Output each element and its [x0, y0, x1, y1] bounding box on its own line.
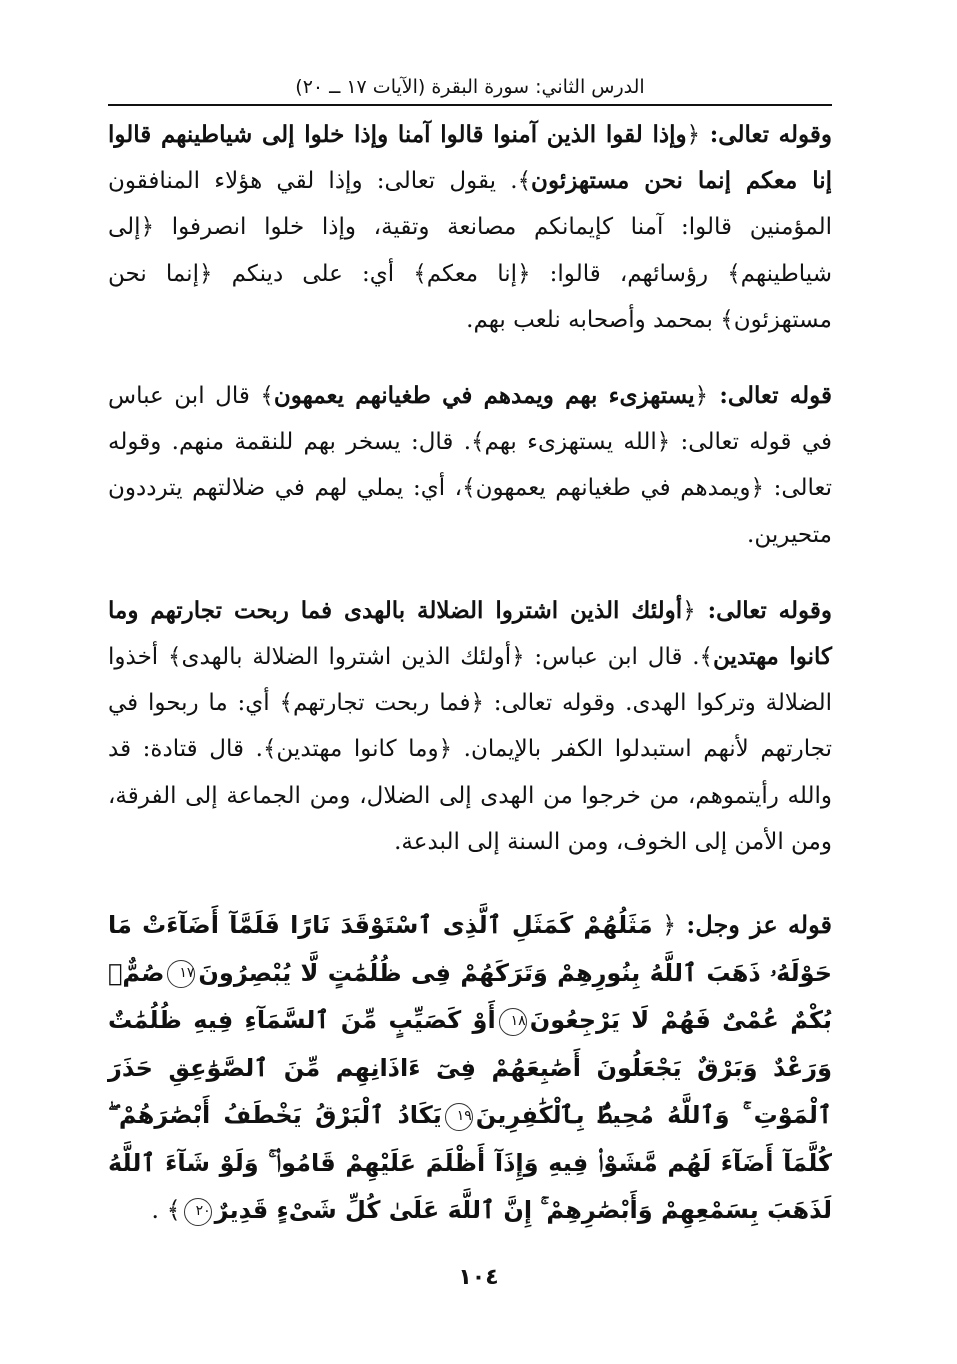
- paragraph-verses-17-20: [108, 901, 832, 1235]
- verse-quote: ويمدهم في طغيانهم يعمهون: [475, 475, 751, 502]
- ornate-bracket-close: ﴾: [167, 644, 182, 671]
- ornate-bracket-open: ﴿: [686, 122, 701, 148]
- quran-verse-18: صُمٌّۢ بُكْمٌ عُمْىٌ فَهُمْ لَا يَرْجِعُونَ: [108, 958, 832, 1035]
- ornate-bracket-open: ﴿: [656, 429, 671, 456]
- commentary-text: . قال: يسخر بهم للنقمة منهم. وقوله تعالى:: [108, 429, 832, 502]
- commentary-text: . قال ابن عباس:: [524, 644, 700, 671]
- commentary-text: قال ابن عباس في قوله تعالى:: [108, 383, 832, 456]
- verse-quote: أولئك الذين اشتروا الضلالة بالهدى: [181, 644, 512, 671]
- ornate-bracket-close: ﴾: [720, 306, 734, 333]
- commentary-text: أي: ما ربحوا في تجارتهم لأنهم استبدلوا الكفر بالإيمان.: [108, 690, 832, 763]
- verse-quote-main: وإذا لقوا الذين آمنوا قالوا آمنا وإذا خلوا إلى شياطينهم قالوا إنا معكم إنما نحن مستهزئون: [108, 121, 832, 195]
- ornate-bracket-close: ﴾: [166, 1196, 181, 1225]
- commentary-text: . يقول تعالى: وإذا لقي هؤلاء المنافقون المؤمنين قالوا: آمنا كإيمانكم مصانعة وتقية، وإذا خلوا انصرفوا: [108, 168, 832, 241]
- ornate-bracket-open: ﴿: [470, 690, 484, 717]
- ornate-bracket-open: ﴿: [517, 260, 531, 287]
- ornate-bracket-close: ﴾: [279, 690, 293, 717]
- ornate-bracket-open: ﴿: [198, 260, 213, 287]
- ornate-bracket-open: ﴿: [682, 597, 696, 624]
- verse-quote-main: أولئك الذين اشتروا الضلالة بالهدى فما ربحت تجارتهم وما كانوا مهتدين: [108, 596, 832, 671]
- verse-quote: إنما نحن مستهزئون: [108, 260, 832, 333]
- ayah-number-18: ١٨: [499, 1008, 527, 1036]
- paragraph-verse-14: [108, 112, 832, 343]
- ornate-bracket-open: ﴿: [694, 383, 709, 410]
- verse-quote: إنا معكم: [426, 260, 518, 287]
- verse-quote: فما ربحت تجارتهم: [292, 690, 471, 717]
- ornate-bracket-open: ﴿: [511, 644, 525, 671]
- commentary-text: رؤسائهم، قالوا:: [530, 260, 728, 287]
- ornate-bracket-open: ﴿: [140, 214, 155, 241]
- closing-period: .: [151, 1196, 167, 1225]
- ornate-bracket-open: ﴿: [438, 736, 453, 763]
- running-header: الدرس الثاني: سورة البقرة (الآيات ١٧ ــ ٢٠): [295, 76, 645, 98]
- verse-quote: إلى شياطينهم: [108, 214, 832, 287]
- ornate-bracket-close: ﴾: [462, 475, 476, 502]
- ornate-bracket-close: ﴾: [262, 736, 277, 763]
- ayah-number-20: ٢٠: [184, 1198, 212, 1226]
- page-body: [108, 70, 832, 1235]
- verse-quote-main: يستهزىء بهم ويمدهم في طغيانهم يعمهون: [273, 382, 695, 410]
- commentary-text: أي: على دينكم: [212, 260, 414, 287]
- quran-verse-19: أَوْ كَصَيِّبٍ مِّنَ ٱلسَّمَآءِ فِيهِ ظُلُمَٰتٌ وَرَعْدٌ وَبَرْقٌ يَجْعَلُونَ أَصَٰبِعَهُمْ فِىٓ ءَاذَانِهِم مِّنَ ٱلصَّوَٰعِقِ حَذَرَ ٱلْمَوْتِ ۚ وَٱللَّهُ مُحِيطٌۢ بِٱلْكَٰفِرِينَ: [108, 1006, 832, 1130]
- verse-quote: وما كانوا مهتدين: [276, 736, 439, 763]
- commentary-text: أخذوا الضلالة وتركوا الهدى. وقوله تعالى:: [108, 644, 832, 717]
- quran-verse-20: يَكَادُ ٱلْبَرْقُ يَخْطَفُ أَبْصَٰرَهُمْ ۖ كُلَّمَآ أَضَآءَ لَهُم مَّشَوْا۟ فِيهِ وَإِذَآ أَظْلَمَ عَلَيْهِمْ قَامُوا۟ ۚ وَلَوْ شَآءَ ٱللَّهُ لَذَهَبَ بِسَمْعِهِمْ وَأَبْصَٰرِهِمْ ۚ إِنَّ ٱللَّهَ عَلَىٰ كُلِّ شَىْءٍ قَدِيرٌ: [108, 1101, 832, 1225]
- ornate-bracket-open: ﴿: [750, 475, 765, 502]
- page-number: ١٠٤: [458, 1265, 499, 1290]
- verse-quote: الله يستهزىء بهم: [484, 429, 657, 456]
- quran-verse-17: مَثَلُهُمْ كَمَثَلِ ٱلَّذِى ٱسْتَوْقَدَ نَارًا فَلَمَّآ أَضَآءَتْ مَا حَوْلَهُۥ ذَهَبَ ٱللَّهُ بِنُورِهِمْ وَتَرَكَهُمْ فِى ظُلُمَٰتٍ لَّا يُبْصِرُونَ: [108, 911, 832, 987]
- commentary-text: ، أي: يملي لهم في ضلالتهم يترددون متحيرين.: [108, 475, 832, 548]
- ayah-number-17: ١٧: [167, 960, 195, 988]
- ornate-bracket-open: ﴿: [662, 911, 677, 940]
- commentary-text: . قال قتادة: قد والله رأيتموهم، من خرجوا من الهدى إلى الضلال، ومن الجماعة إلى الفرقة، ومن الأمن إلى الخوف، ومن السنة إلى البدعة.: [108, 736, 832, 855]
- lead-phrase: قوله تعالى:: [708, 382, 833, 410]
- ornate-bracket-close: ﴾: [699, 644, 714, 671]
- ornate-bracket-close: ﴾: [471, 429, 485, 456]
- paragraph-verse-15: [108, 373, 832, 558]
- ornate-bracket-close: ﴾: [727, 260, 741, 287]
- ornate-bracket-close: ﴾: [413, 260, 427, 287]
- lead-phrase: وقوله تعالى:: [700, 121, 832, 148]
- ornate-bracket-close: ﴾: [260, 383, 274, 410]
- ornate-bracket-close: ﴾: [517, 168, 532, 195]
- header-rule: [108, 104, 832, 106]
- paragraph-verse-16: [108, 588, 832, 865]
- commentary-text: بمحمد وأصحابه نلعب بهم.: [466, 306, 721, 333]
- lead-phrase: وقوله تعالى:: [695, 596, 833, 624]
- lead-phrase: قوله عز وجل:: [676, 910, 832, 940]
- ayah-number-19: ١٩: [445, 1103, 473, 1131]
